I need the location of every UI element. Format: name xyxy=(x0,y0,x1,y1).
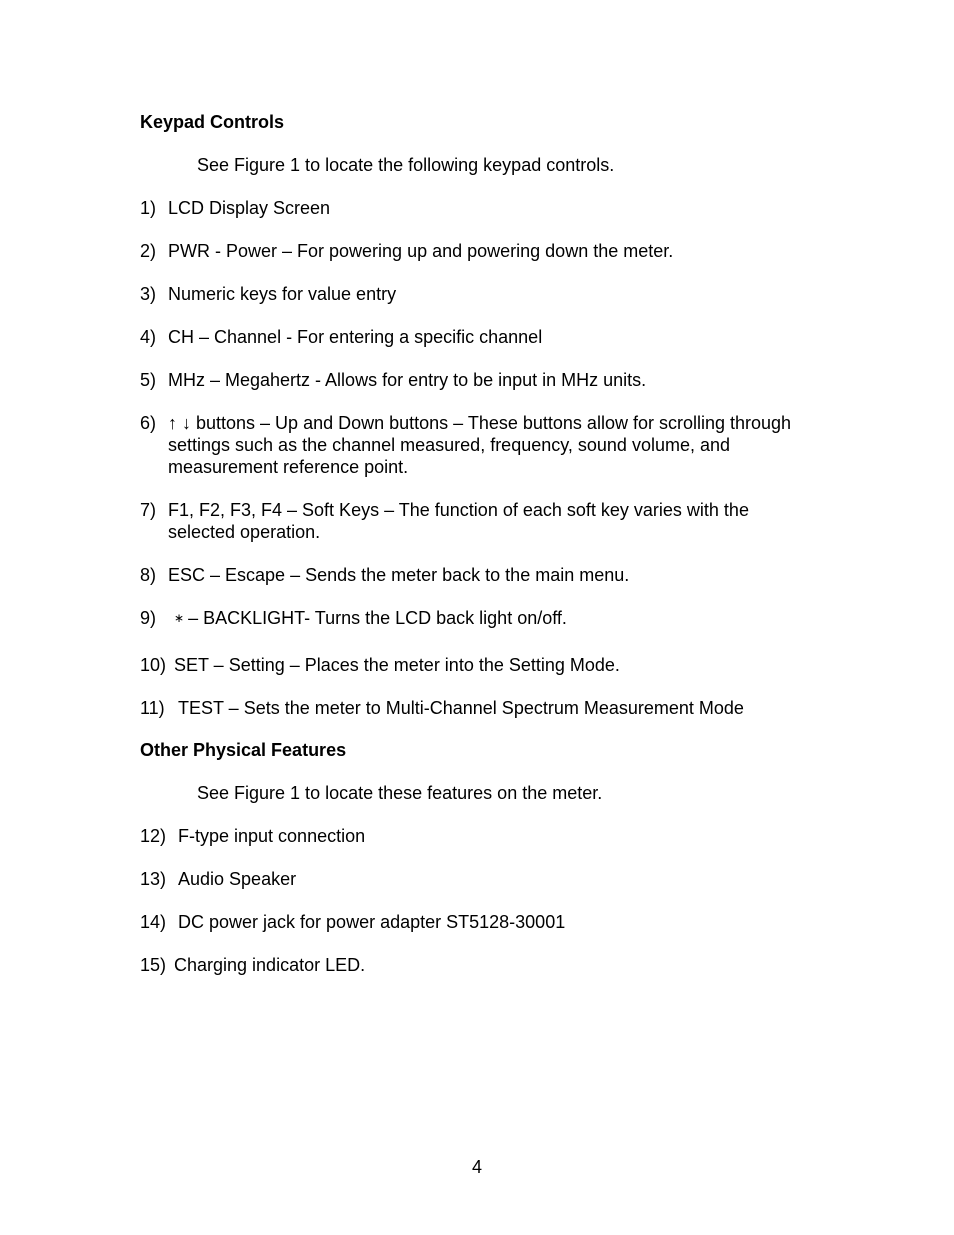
list-item xyxy=(140,607,820,631)
item-text: ↑ ↓ buttons – Up and Down buttons – These buttons allow for scrolling through settings such as the channel measured, frequency, sound volume, and measurement reference point. xyxy=(168,413,792,477)
list-item xyxy=(140,697,820,719)
section-heading-keypad-controls: Keypad Controls xyxy=(140,112,285,132)
item-number: 12) xyxy=(140,826,167,846)
list-item xyxy=(140,825,820,847)
keypad-controls-list xyxy=(140,197,820,719)
item-number: 15) xyxy=(140,955,167,975)
section-intro-keypad-controls: See Figure 1 to locate the following keypad controls. xyxy=(197,155,615,175)
section-intro-other-physical-features: See Figure 1 to locate these features on the meter. xyxy=(197,783,603,803)
list-item xyxy=(140,283,820,305)
item-text-wrapper xyxy=(174,607,820,631)
list-item xyxy=(140,326,820,348)
item-text: F-type input connection xyxy=(178,826,366,846)
item-number: 2) xyxy=(140,241,157,261)
list-item xyxy=(140,564,820,586)
item-number: 11) xyxy=(140,698,165,718)
item-text: TEST – Sets the meter to Multi-Channel Spectrum Measurement Mode xyxy=(178,698,744,718)
item-text: MHz – Megahertz - Allows for entry to be input in MHz units. xyxy=(168,370,647,390)
backlight-star-icon: ∗ xyxy=(174,611,185,625)
item-number: 10) xyxy=(140,655,167,675)
item-text: PWR - Power – For powering up and powering down the meter. xyxy=(168,241,674,261)
item-text: Charging indicator LED. xyxy=(174,955,366,975)
item-number: 5) xyxy=(140,370,157,390)
item-text: F1, F2, F3, F4 – Soft Keys – The function of each soft key varies with the selected operation. xyxy=(168,500,749,542)
item-number: 3) xyxy=(140,284,157,304)
list-item xyxy=(140,197,820,219)
item-text: CH – Channel - For entering a specific channel xyxy=(168,327,543,347)
item-number: 4) xyxy=(140,327,157,347)
item-text: ESC – Escape – Sends the meter back to the main menu. xyxy=(168,565,630,585)
list-item xyxy=(140,654,820,676)
list-item xyxy=(140,369,820,391)
item-text: – BACKLIGHT- Turns the LCD back light on/off. xyxy=(188,608,567,628)
list-item xyxy=(140,954,820,976)
item-number: 13) xyxy=(140,869,167,889)
list-item xyxy=(140,911,820,933)
item-number: 6) xyxy=(140,413,157,433)
page-number: 4 xyxy=(471,1157,482,1177)
item-text: DC power jack for power adapter ST5128-30001 xyxy=(178,912,566,932)
item-number: 7) xyxy=(140,500,157,520)
list-item xyxy=(140,412,820,478)
item-number: 14) xyxy=(140,912,167,932)
item-number: 8) xyxy=(140,565,157,585)
item-number: 9) xyxy=(140,608,157,628)
list-item xyxy=(140,499,820,543)
item-number: 1) xyxy=(140,198,157,218)
list-item xyxy=(140,868,820,890)
list-item xyxy=(140,240,820,262)
item-text: Numeric keys for value entry xyxy=(168,284,397,304)
item-text: Audio Speaker xyxy=(178,869,297,889)
document-body xyxy=(140,112,820,976)
physical-features-list xyxy=(140,825,820,976)
section-heading-other-physical-features: Other Physical Features xyxy=(140,740,347,760)
item-text: LCD Display Screen xyxy=(168,198,331,218)
item-text: SET – Setting – Places the meter into the Setting Mode. xyxy=(174,655,620,675)
